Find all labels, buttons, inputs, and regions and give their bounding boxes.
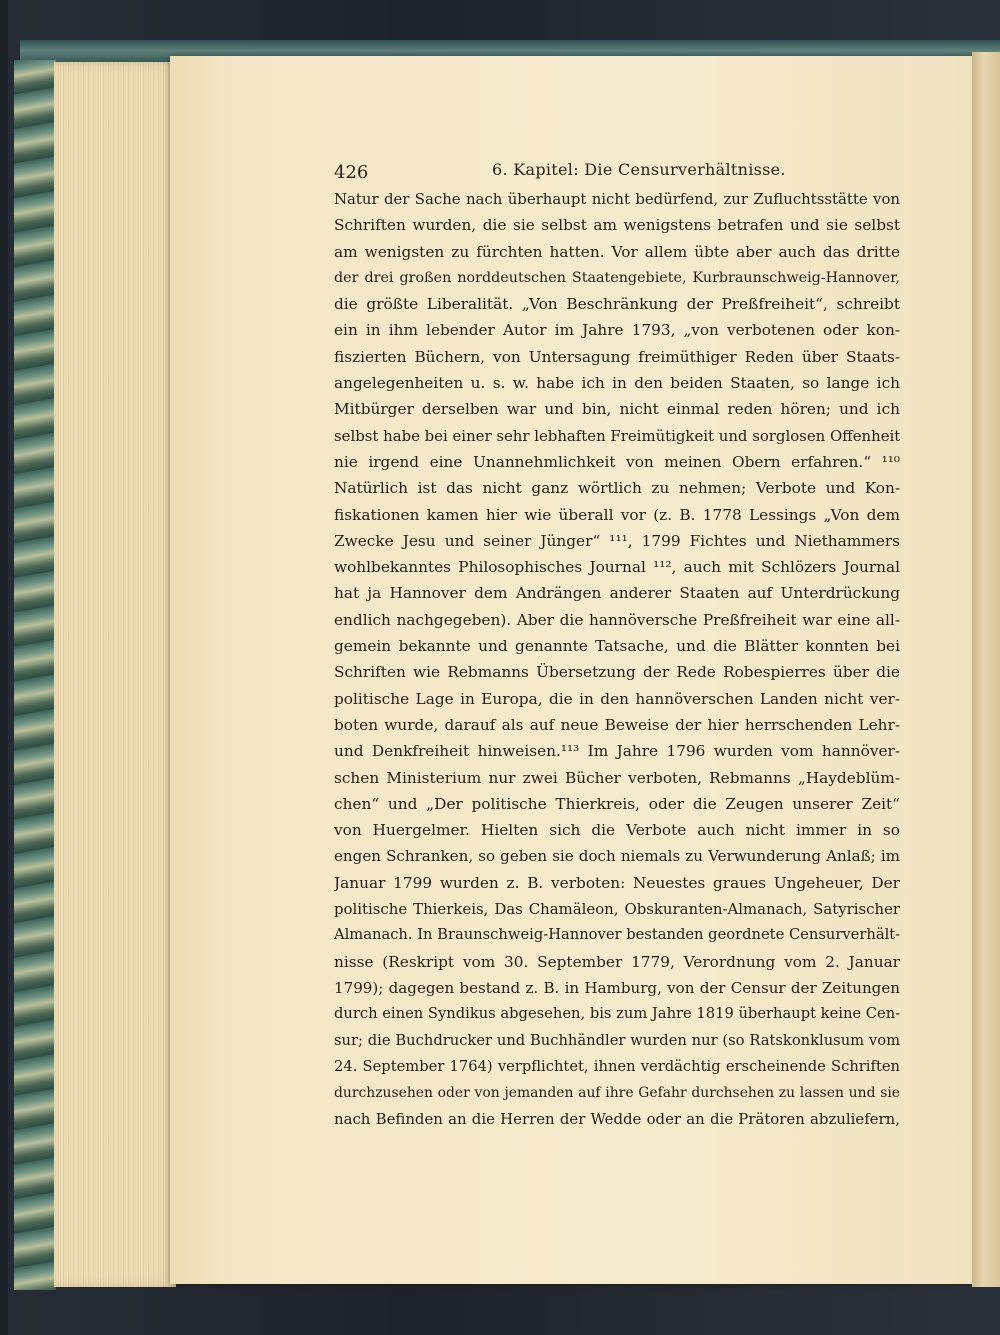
text-line: Januar 1799 wurden z. B. verboten: Neuestes graues Ungeheuer, Der [334, 873, 900, 892]
text-line: Natur der Sache nach überhaupt nicht bedürfend, zur Zufluchtsstätte von [334, 190, 900, 208]
text-line: politische Lage in Europa, die in den hannöverschen Landen nicht ver- [334, 689, 900, 708]
text-line: Mitbürger derselben war und bin, nicht einmal reden hören; und ich [334, 400, 900, 419]
page-number: 426 [334, 162, 369, 183]
text-line: Schriften wie Rebmanns Übersetzung der Rede Robespierres über die [334, 663, 900, 682]
facing-page-edge [972, 52, 1000, 1287]
marbled-page-edge [14, 60, 56, 1290]
text-line: fiskationen kamen hier wie überall vor (z. B. 1778 Lessings „Von dem [334, 505, 900, 524]
text-line: endlich nachgegeben). Aber die hannöversche Preßfreiheit war eine all- [334, 610, 900, 629]
text-line: hat ja Hannover dem Andrängen anderer Staaten auf Unterdrückung [334, 584, 900, 603]
text-line: boten wurde, darauf als auf neue Beweise der hier herrschenden Lehr- [334, 715, 900, 734]
text-line: die größte Liberalität. „Von Beschränkung der Preßfreiheit“, schreibt [334, 295, 900, 314]
text-line: fiszierten Büchern, von Untersagung freimüthiger Reden über Staats- [334, 347, 900, 366]
text-line: durch einen Syndikus abgesehen, bis zum Jahre 1819 überhaupt keine Cen- [334, 1005, 900, 1023]
text-line: nisse (Reskript vom 30. September 1779, Verordnung vom 2. Januar [334, 952, 900, 971]
text-line: Almanach. In Braunschweig-Hannover bestanden geordnete Censurverhält- [334, 926, 900, 944]
text-line: politische Thierkeis, Das Chamäleon, Obskuranten-Almanach, Satyrischer [334, 900, 900, 919]
text-line: sur; die Buchdrucker und Buchhändler wurden nur (so Ratskonklusum vom [334, 1031, 900, 1049]
text-line: selbst habe bei einer sehr lebhaften Freimütigkeit und sorglosen Offenheit [334, 426, 900, 445]
page-header [334, 160, 900, 186]
text-line: nach Befinden an die Herren der Wedde oder an die Prätoren abzuliefern, [334, 1110, 900, 1129]
text-line: der drei großen norddeutschen Staatengebiete, Kurbraunschweig-Hannover, [334, 269, 900, 286]
text-line: ein in ihm lebender Autor im Jahre 1793, „von verbotenen oder kon- [334, 321, 900, 340]
text-line: 24. September 1764) verpflichtet, ihnen verdächtig erscheinende Schriften [334, 1057, 900, 1075]
page-stack [54, 62, 176, 1287]
text-line: engen Schranken, so geben sie doch niemals zu Verwunderung Anlaß; im [334, 847, 900, 866]
text-line: von Huergelmer. Hielten sich die Verbote auch nicht immer in so [334, 821, 900, 840]
text-line: angelegenheiten u. s. w. habe ich in den beiden Staaten, so lange ich [334, 374, 900, 393]
text-line: chen“ und „Der politische Thierkreis, oder die Zeugen unserer Zeit“ [334, 794, 900, 813]
text-line: schen Ministerium nur zwei Bücher verboten, Rebmanns „Haydeblüm- [334, 768, 900, 787]
running-head: 6. Kapitel: Die Censurverhältnisse. [492, 160, 786, 179]
text-line: gemein bekannte und genannte Tatsache, und die Blätter konnten bei [334, 637, 900, 656]
text-line: und Denkfreiheit hinweisen.¹¹³ Im Jahre 1796 wurden vom hannöver- [334, 742, 900, 761]
text-line: durchzusehen oder von jemanden auf ihre Gefahr durchsehen zu lassen und sie [334, 1085, 900, 1102]
text-line: am wenigsten zu fürchten hatten. Vor allem übte aber auch das dritte [334, 242, 900, 261]
text-line: wohlbekanntes Philosophisches Journal ¹¹², auch mit Schlözers Journal [334, 558, 900, 577]
text-line: 1799); dagegen bestand z. B. in Hamburg, von der Censur der Zeitungen [334, 978, 900, 997]
text-line: Zwecke Jesu und seiner Jünger“ ¹¹¹, 1799 Fichtes und Niethammers [334, 531, 900, 550]
text-line: Natürlich ist das nicht ganz wörtlich zu nehmen; Verbote und Kon- [334, 479, 900, 498]
text-line: nie irgend eine Unannehmlichkeit von meinen Obern erfahren.“ ¹¹⁰ [334, 452, 900, 471]
text-line: Schriften wurden, die sie selbst am wenigstens betrafen und sie selbst [334, 216, 900, 235]
body-text [334, 186, 900, 1133]
